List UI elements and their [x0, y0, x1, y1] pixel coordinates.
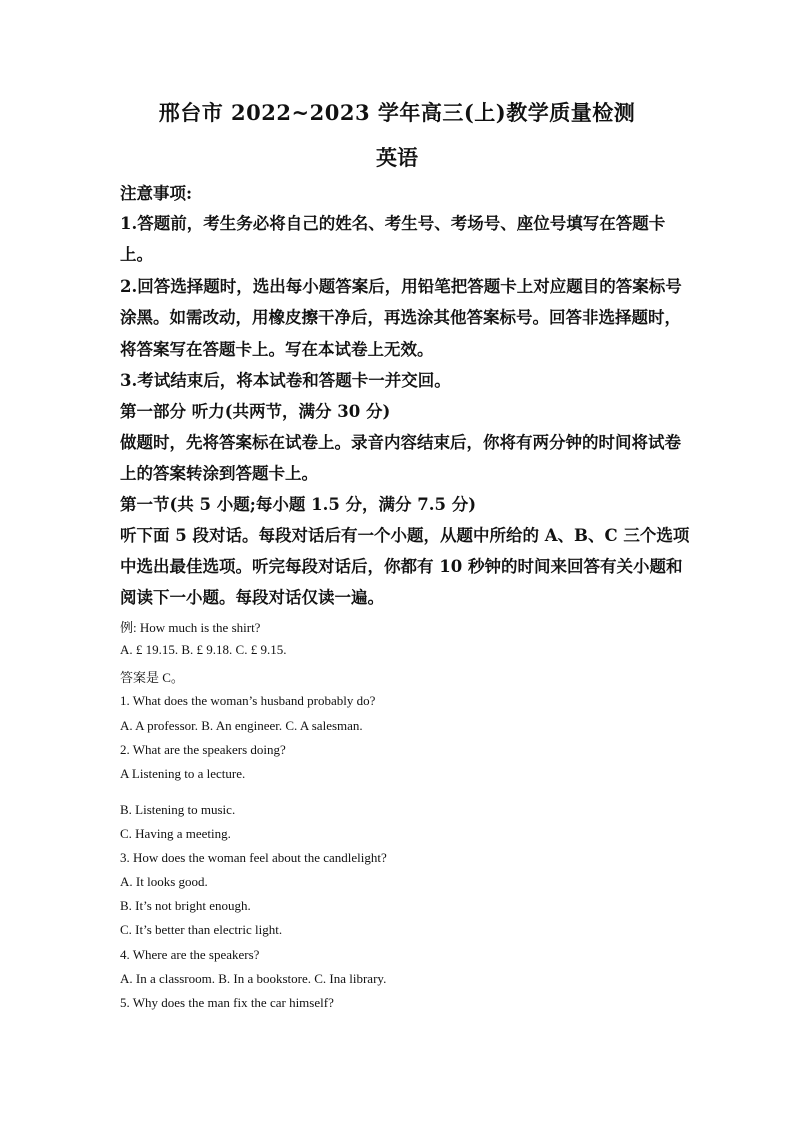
question-3-option-c: C. It’s better than electric light. [120, 922, 283, 937]
exam-title: 邢台市 2022~2023 学年高三(上)教学质量检测 [158, 100, 636, 125]
question-4: 4. Where are the speakers? [120, 947, 260, 962]
part-1-instructions-line-1: 做题时，先将答案标在试卷上。录音内容结束后，你将有两分钟的时间将试卷 [120, 433, 681, 452]
notice-item-2-line-1: 2.回答选择题时，选出每小题答案后，用铅笔把答题卡上对应题目的答案标号 [120, 277, 682, 296]
section-1-instructions-line-2: 中选出最佳选项。听完每段对话后，你都有 10 秒钟的时间来回答有关小题和 [120, 557, 683, 576]
section-1-instructions-line-1: 听下面 5 段对话。每段对话后有一个小题，从题中所给的 A、B、C 三个选项 [120, 526, 690, 545]
notice-item-2-line-2: 涂黑。如需改动，用橡皮擦干净后，再选涂其他答案标号。回答非选择题时， [120, 308, 681, 327]
question-2-option-c: C. Having a meeting. [120, 826, 231, 841]
notice-item-1-line-2: 上。 [120, 245, 153, 264]
notice-item-3: 3.考试结束后，将本试卷和答题卡一并交回。 [120, 371, 451, 390]
section-1-heading: 第一节(共 5 小题;每小题 1.5 分，满分 7.5 分) [120, 495, 477, 514]
part-1-instructions-line-2: 上的答案转涂到答题卡上。 [120, 464, 318, 483]
question-3: 3. How does the woman feel about the candlelight? [120, 850, 387, 865]
question-4-options: A. In a classroom. B. In a bookstore. C. Ina library. [120, 971, 387, 986]
question-3-option-b: B. It’s not bright enough. [120, 898, 251, 913]
notice-item-1-line-1: 1.答题前，考生务必将自己的姓名、考生号、考场号、座位号填写在答题卡 [120, 214, 666, 233]
example-question: 例: How much is the shirt? [120, 620, 261, 635]
notice-item-2-line-3: 将答案写在答题卡上。写在本试卷上无效。 [120, 340, 434, 359]
example-answer: 答案是 C。 [120, 670, 184, 685]
question-2: 2. What are the speakers doing? [120, 742, 286, 757]
question-3-option-a: A. It looks good. [120, 874, 208, 889]
question-5: 5. Why does the man fix the car himself? [120, 995, 334, 1010]
example-options: A. £ 19.15. B. £ 9.18. C. £ 9.15. [120, 642, 287, 657]
notice-heading: 注意事项: [120, 184, 193, 203]
section-1-instructions-line-3: 阅读下一小题。每段对话仅读一遍。 [120, 588, 384, 607]
question-2-option-b: B. Listening to music. [120, 802, 236, 817]
question-1-options: A. A professor. B. An engineer. C. A salesman. [120, 718, 363, 733]
part-1-heading: 第一部分 听力(共两节，满分 30 分) [120, 402, 391, 421]
question-2-option-a: A Listening to a lecture. [120, 766, 246, 781]
question-1: 1. What does the woman’s husband probably do? [120, 693, 376, 708]
subject-title: 英语 [376, 145, 418, 170]
